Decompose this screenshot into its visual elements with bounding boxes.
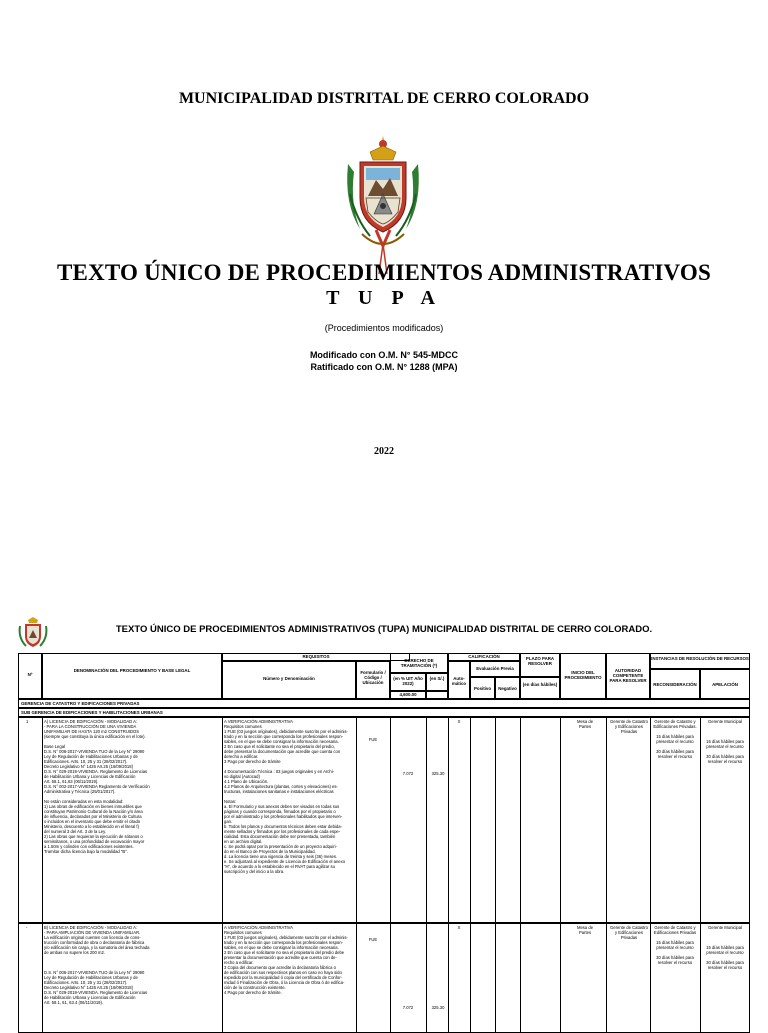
header-qualification (448, 653, 520, 661)
header-authority-label: AUTORIDAD COMPETENTE PARA RESOLVER (609, 668, 647, 684)
row-fee-soles: 325.30 (431, 771, 445, 776)
header-instances (650, 653, 750, 669)
row-denomination: A) LICENCIA DE EDIFICACIÓN - MODALIDAD A: - PARA LA CONSTRUCCIÓN DE UNA VIVIENDA UNIFAMILIAR DE HASTA 120 m2 CONSTRUIDOS (siempre que constituya la única edificación en el lote). Base Legal D.S. N° 006-2017-VIVIENDA TUO de la Ley N° 29090 Ley de Regulación de Habilitaciones Urbanas y de Edificaciones. Arts. 10, 25 y 31 (28/02/2017). Decreto Legislativo N° 1426 Art.25 (16/09/2018) D.S. N° 029-2019-VIVIENDA. Reglamento de Licencias de Habilitación Urbana y Licencias de Edificación Art. 58.1, 61,63 (06/11/2019). D.S. N° 002-2017-VIVIENDA Reglamento de Verificación Administrativa y Técnica (25/01/2017). No están consideradas en esta modalidad: 1) Las obras de edificación en bienes inmuebles que constituyan Patrimonio Cultural de la Nación y/o área de influencia, declarados por el Ministerio de Cultura o incluidos en el inventario que debe emitir el citado Ministerio, descuento a lo establecido en el literal f) del numeral 3 del Art. 3 de la Ley. 2) Las obras que requieran la ejecución de sótanos o semisótanos, o una profundidad de excavación mayor a 1.50m y colinden con edificaciones existentes. Tramitar dicha licencia bajo la modalidad "B". (44, 719, 150, 854)
header-reconsideration (650, 669, 700, 699)
header-number (18, 653, 42, 699)
row-fee-uit: 7.072 (402, 771, 414, 776)
row-fee-soles: 325.30 (431, 1005, 445, 1010)
header-fee (390, 653, 448, 673)
header-deadline-label: PLAZO PARA RESOLVER (525, 656, 555, 667)
document-title: TEXTO ÚNICO DE PROCEDIMIENTOS ADMINISTRATIVOS (57, 260, 711, 285)
header-negative (495, 677, 520, 699)
row-requirements: A VERIFICACIÓN ADMINISTRATIVA Requisitos comunes 1 FUE (03 juegos originales), debidamente suscrito por el adminis- trado y en la sección que corresponda los profesionales respon- sables, en el que se debe consignar la información necesaria. 2 En caso que el solicitante no sea el propietario del predio debe presentar la documentación que acredite que cuenta con de- recho a edificar. 3 Copia del documento que acredite la declaratoria fábrica o de edificación con sus respectivos planos en caso no haya sido expedido por la municipalidad ó copia del certificado de Confor- midad ó Finalización de Obra, ó la Licencia de Obra ó de edifica- ción de la construcción existente. 4 Pago por derecho de trámite. (224, 925, 348, 995)
row-start: Mesa de Partes (576, 719, 594, 729)
row-number: - (26, 925, 28, 930)
municipality-heading: MUNICIPALIDAD DISTRITAL DE CERRO COLORADO (178, 90, 590, 107)
header-uit-value-label: 4,600.00 (399, 692, 417, 697)
header-deadline (520, 653, 560, 677)
section-subgerencia-label: SUB GERENCIA DE EDIFICACIONES Y HABILITACIONES URBANAS (21, 710, 163, 715)
section-subgerencia (18, 708, 750, 717)
header-fee-soles-label: (en S/.) (429, 676, 445, 681)
header-qualification-label: CALIFICACIÓN (468, 654, 500, 659)
header-positive-label: Positivo (473, 686, 492, 691)
row-automatic: X (457, 925, 461, 930)
header-form (356, 661, 390, 699)
ratified-ordinance: Ratificado con O.M. N° 1288 (MPA) (310, 362, 458, 372)
header-deadline-unit-label: (en días hábiles) (522, 682, 558, 687)
section-gerencia-label: GERENCIA DE CATASTRO Y EDIFICACIONES PRIVADAS (21, 701, 140, 706)
header-denomination-label: DENOMINACIÓN DEL PROCEDIMIENTO Y BASE LEGAL (73, 668, 191, 673)
row-reconsideration: Gerente de Catastro y Edificaciones Privadas. 15 días hábiles para presentar el recurso 30 días hábiles para resolver el recurso (653, 719, 697, 759)
modified-ordinance: Modificado con O.M. N° 545-MDCC (309, 350, 459, 360)
header-uit-value (390, 691, 426, 699)
row-fee-uit: 7.072 (402, 1005, 414, 1010)
header-negative-label: Negativo (498, 686, 517, 691)
header-number-denomination (222, 661, 356, 699)
municipal-crest-small-icon (18, 616, 48, 652)
header-fee-uit (390, 673, 426, 691)
row-appeal: Gerente Municipal 15 días hábiles para presentar el recurso 30 días hábiles para resolver el recurso (706, 719, 744, 764)
header-fee-label: DERECHO DE TRAMITACIÓN (*) (400, 658, 438, 669)
row-authority: Gerente de Catastro y Edificaciones Privadas (610, 925, 648, 940)
municipal-crest-icon (340, 134, 426, 276)
tupa-table (18, 653, 750, 1033)
row-reconsideration: Gerente de Catastro y Edificaciones Privadas 15 días hábiles para presentar el recurso 30 días hábiles para resolver el recurso (653, 925, 697, 965)
section-gerencia (18, 699, 750, 708)
header-prior-evaluation (470, 661, 520, 677)
row-automatic: X (457, 719, 461, 724)
row-form: FUE (368, 937, 378, 942)
row-requirements: A VERIFICACIÓN ADMINISTRATIVA Requisitos comunes 1 FUE (03 juegos originales), debidamente suscrito por el adminis- trado y en la sección que corresponda los profesionales respon- sables, en el que se debe consignar la información necesaria. 2 En caso que el solicitante no sea el propietario del predio, debe presentar la documentación que acredite que cuenta con derecho a edificar. 3 Pago por derecho de trámite 4 Documentación Técnica : 03 juegos originales y en Archi- vo digital (Autocad) 4.1 Plano de Ubicación. 4.2 Planos de Arquitectura (plantas, cortes y elevaciones) es- tructuras, instalaciones sanitarias e instalaciones eléctricas Notas: a. El Formulario y sus anexos deben ser visados en todas sus páginas y cuando corresponda, firmados por el propietario o por el administrado y los profesionales habilitados que interven- gan. b. Todos los planos y documentos técnicos deben estar debida- mente sellados y firmados por los profesionales de cada espe- cialidad. Esta documentación debe ser presentada, también en un archivo digital. c. Se podrá optar por la presentación de un proyecto adquiri- do en el Banco de Proyectos de la Municipalidad. d. La licencia tiene una vigencia de treinta y seis (36) meses. e. Se adjuntará al expediente de Licencia de Edificación el anexo "H", de acuerdo a lo establecido en el RVAT para agilizar su suscripción y del inicio a la obra. (224, 719, 348, 874)
row-denomination: B) LICENCIA DE EDIFICACIÓN - MODALIDAD A: - PARA AMPLIACIÓN DE VIVIENDA UNIFAMILIAR. La edificación original cuenten con licencia de cons- trucción conformidad de obra o declaratoria de fábrica y/o edificación sin carga, y la sumatoria del área techada de ambas no supere los 200 m2. D.S. N° 006-2017-VIVIENDA TUO de la Ley N° 29090 Ley de Regulación de Habilitaciones Urbanas y de Edificaciones. Arts. 10, 25 y 31 (28/02/2017). Decreto Legislativo N° 1426 Art.25 (16/09/2018) D.S. N° 029-2019-VIVIENDA. Reglamento de Licencias de Habilitación Urbana y Licencias de Edificación Art. 58.1, 61, 63.4 (06/11/2019). (44, 925, 150, 1005)
row-appeal: Gerente Municipal 15 días hábiles para presentar el recurso 30 días hábiles para resolver el recurso (706, 925, 744, 970)
header-instances-label: INSTANCIAS DE RESOLUCIÓN DE RECURSOS (651, 656, 749, 661)
header-fee-soles (426, 673, 448, 691)
row-form: FUE (368, 737, 378, 742)
header-authority (606, 653, 650, 699)
header-requirements-label: REQUISITOS (302, 654, 330, 659)
procedures-note: (Procedimientos modificados) (324, 323, 444, 333)
header-uit-value-blank (426, 691, 448, 699)
header-fee-uit-label: (en % UIT Año 2022) (393, 676, 423, 687)
header-start-label: INICIO DEL PROCEDIMIENTO (564, 670, 602, 681)
row-authority: Gerente de Catastro y Edificaciones Privadas (610, 719, 648, 734)
header-requirements (222, 653, 410, 661)
document-acronym: T U P A (326, 287, 442, 309)
header-start (560, 653, 606, 699)
header-positive (470, 677, 495, 699)
header-automatic-label: Auto-mático (451, 676, 467, 687)
header-deadline-unit (520, 677, 560, 699)
row-start: Mesa de Partes (576, 925, 594, 935)
header-number-label: Nº (27, 672, 33, 677)
header-appeal-label: APELACIÓN (712, 682, 738, 687)
table-title: TEXTO ÚNICO DE PROCEDIMIENTOS ADMINISTRATIVOS (TUPA) MUNICIPALIDAD DISTRITAL DE CERRO COLORADO. (115, 624, 653, 635)
header-automatic (448, 661, 470, 699)
header-prior-evaluation-label: Evaluación Previa (476, 666, 514, 671)
row-number: 1 (26, 719, 29, 724)
header-form-label: Formulario / Código / Ubicación (360, 670, 386, 686)
document-year: 2022 (374, 446, 394, 457)
header-number-denomination-label: Número y Denominación (263, 676, 315, 681)
header-denomination (42, 653, 222, 699)
header-reconsideration-label: RECONSIDERACIÓN (653, 682, 697, 687)
header-appeal (700, 669, 750, 699)
